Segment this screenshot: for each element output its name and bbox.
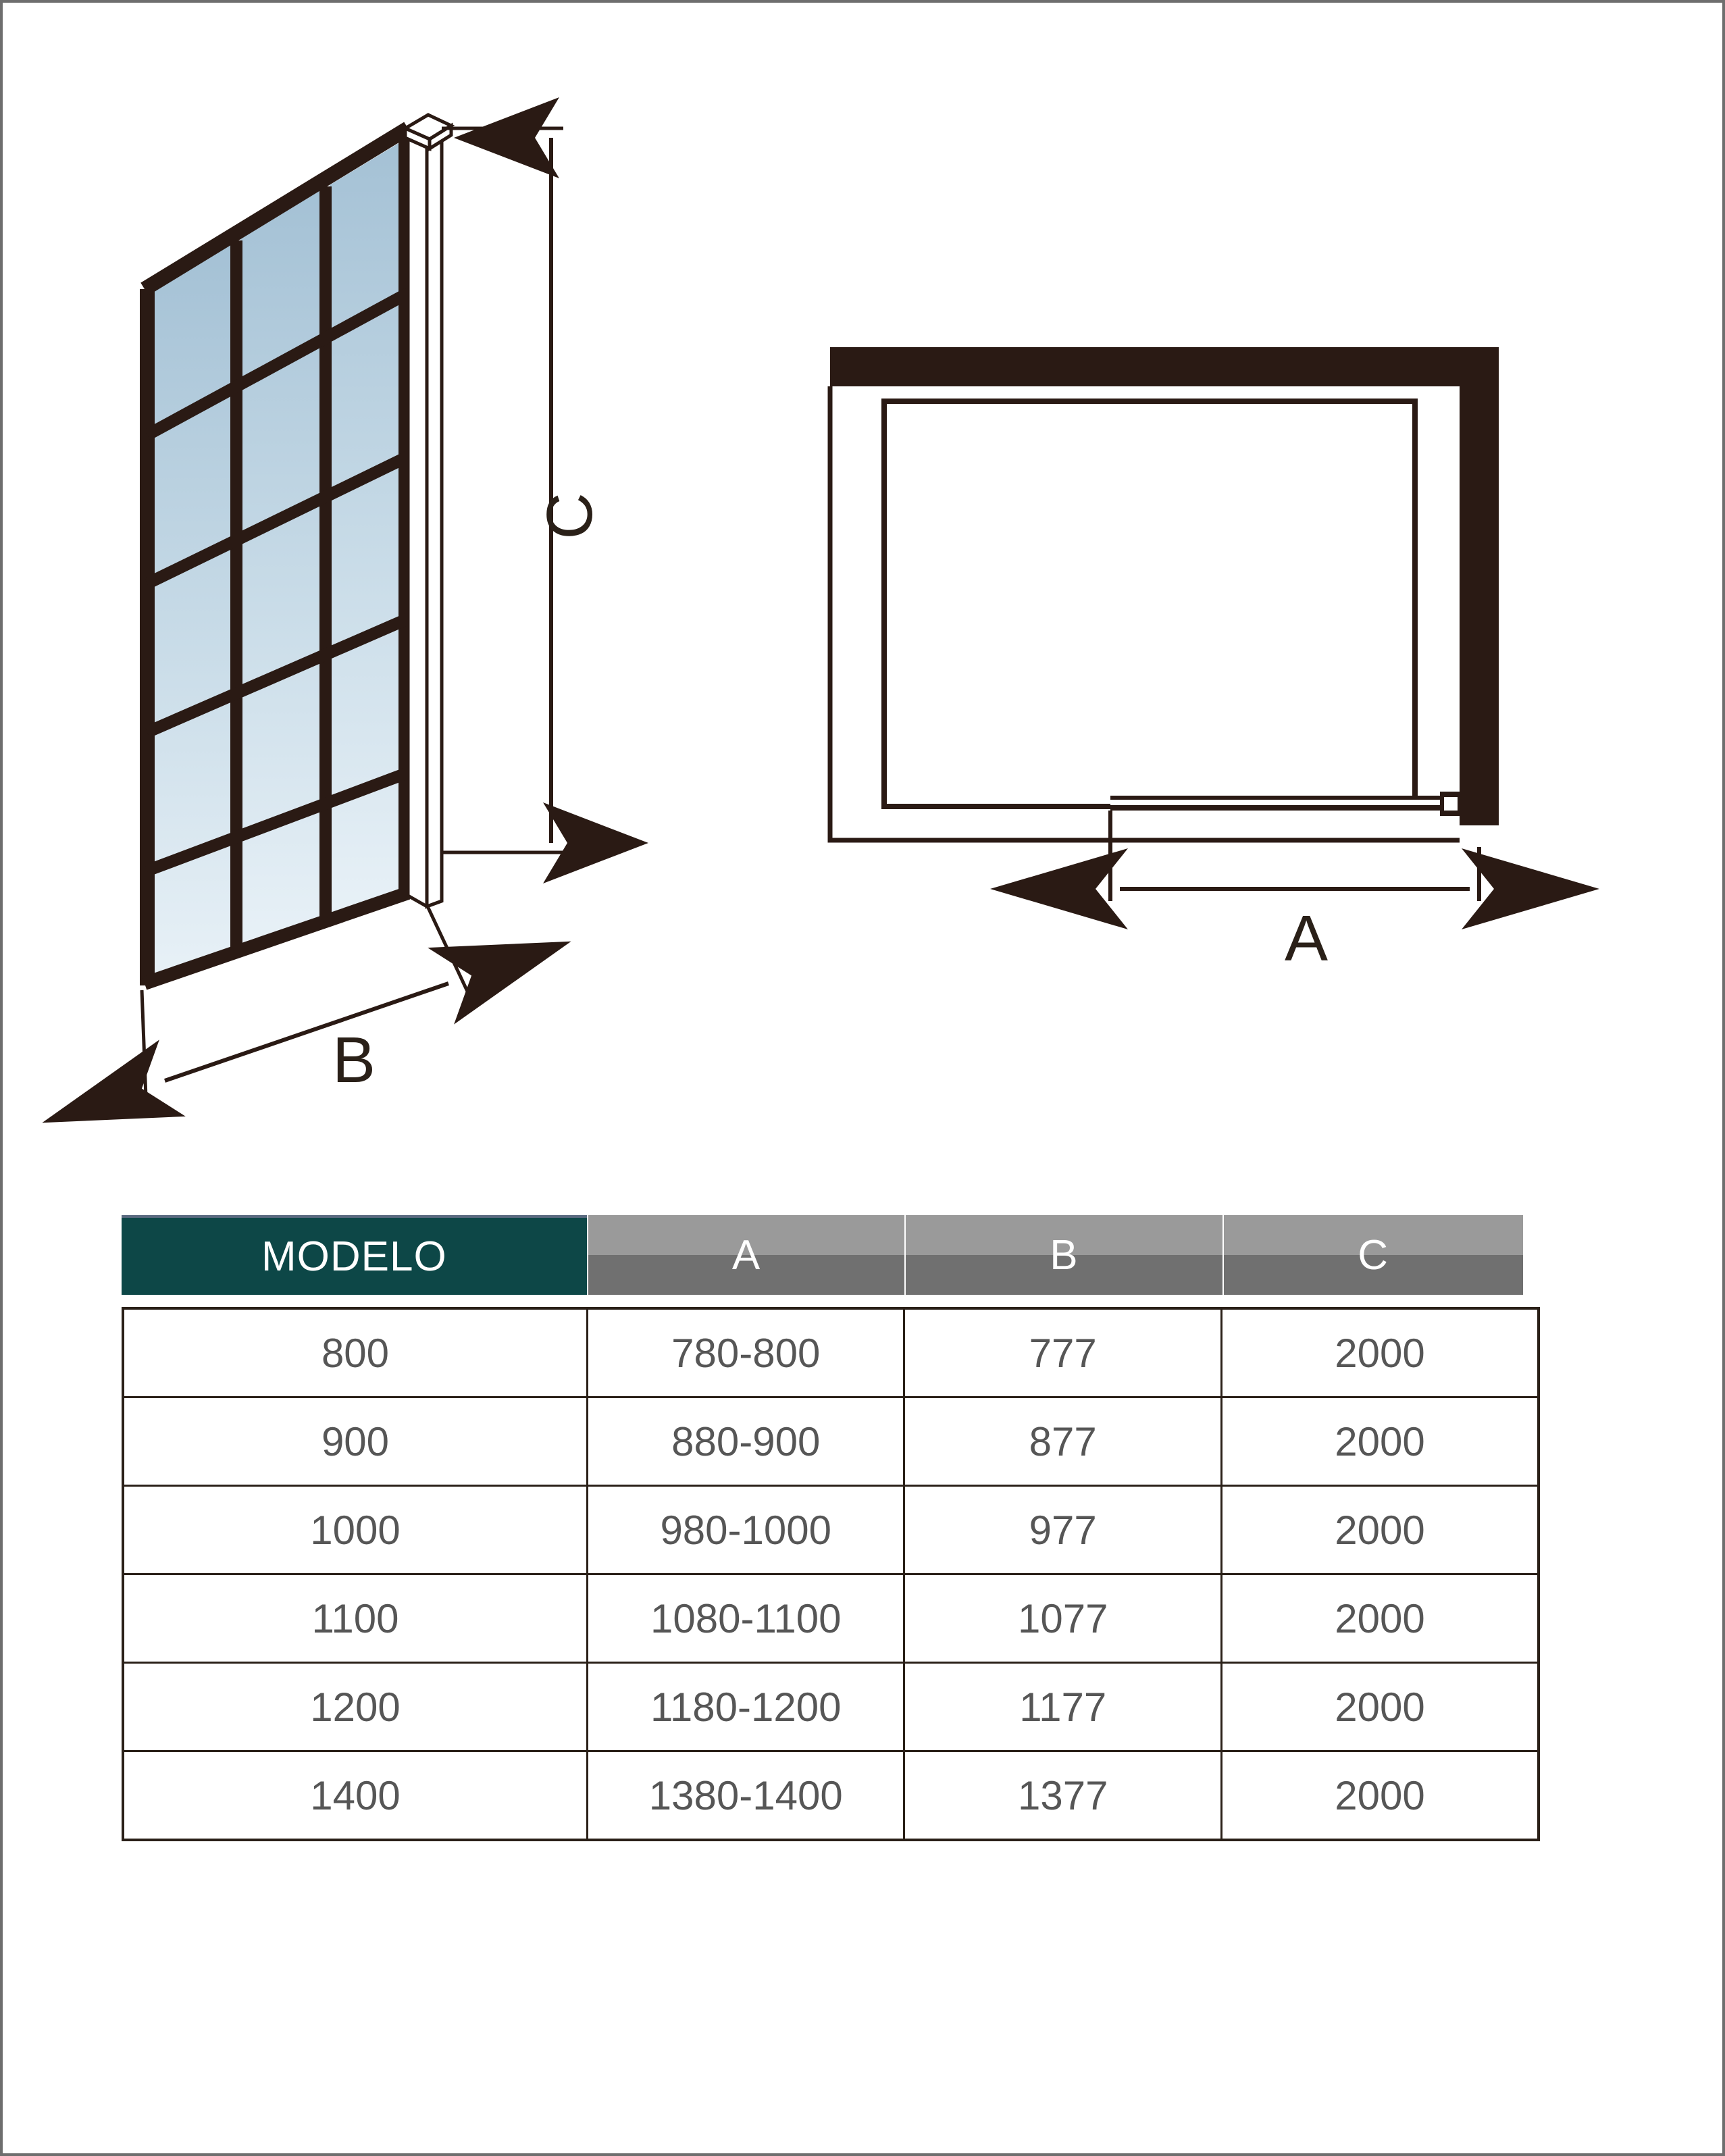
cell-b: 1177 <box>904 1663 1222 1751</box>
cell-b: 1077 <box>904 1574 1222 1663</box>
table-body <box>122 1307 1540 1841</box>
wall-bracket <box>1440 792 1462 816</box>
cell-b: 977 <box>904 1486 1222 1574</box>
walls <box>830 347 1499 825</box>
shower-tray-outline <box>830 386 1460 840</box>
cell-c: 2000 <box>1221 1574 1539 1663</box>
table-header-b: B <box>904 1215 1222 1295</box>
cell-b: 1377 <box>904 1751 1222 1841</box>
table-row <box>123 1574 1539 1663</box>
cell-b: 777 <box>904 1308 1222 1397</box>
cell-modelo: 900 <box>123 1397 587 1486</box>
table-row <box>123 1397 1539 1486</box>
cell-a: 1380-1400 <box>587 1751 904 1841</box>
table-row <box>123 1751 1539 1841</box>
dimension-label-a: A <box>1284 902 1329 975</box>
specification-table <box>122 1215 1540 1841</box>
shower-tray-inner <box>884 401 1415 806</box>
glass-panel-plan <box>1110 796 1458 811</box>
cell-a: 1080-1100 <box>587 1574 904 1663</box>
cell-modelo: 1000 <box>123 1486 587 1574</box>
isometric-shower-screen <box>142 115 606 1097</box>
cell-a: 880-900 <box>587 1397 904 1486</box>
table-header-row <box>122 1215 1540 1295</box>
cell-c: 2000 <box>1221 1308 1539 1397</box>
table-header-modelo: MODELO <box>122 1215 587 1295</box>
cell-modelo: 800 <box>123 1308 587 1397</box>
cell-modelo: 1400 <box>123 1751 587 1841</box>
cell-modelo: 1100 <box>123 1574 587 1663</box>
support-post <box>405 115 451 906</box>
dimension-a <box>1110 811 1479 901</box>
cell-a: 1180-1200 <box>587 1663 904 1751</box>
table-header-a: A <box>587 1215 904 1295</box>
dimension-c <box>442 128 563 852</box>
table-row <box>123 1663 1539 1751</box>
cell-c: 2000 <box>1221 1486 1539 1574</box>
cell-b: 877 <box>904 1397 1222 1486</box>
table-header-c: C <box>1222 1215 1523 1295</box>
plan-top-view <box>830 347 1499 975</box>
dimension-label-b: B <box>332 1024 376 1096</box>
technical-drawings-area <box>3 3 1725 1191</box>
cell-modelo: 1200 <box>123 1663 587 1751</box>
dimension-label-c: C <box>534 492 606 540</box>
cell-a: 780-800 <box>587 1308 904 1397</box>
cell-c: 2000 <box>1221 1751 1539 1841</box>
table-row <box>123 1486 1539 1574</box>
cell-c: 2000 <box>1221 1663 1539 1751</box>
cell-c: 2000 <box>1221 1397 1539 1486</box>
table-row <box>123 1308 1539 1397</box>
cell-a: 980-1000 <box>587 1486 904 1574</box>
